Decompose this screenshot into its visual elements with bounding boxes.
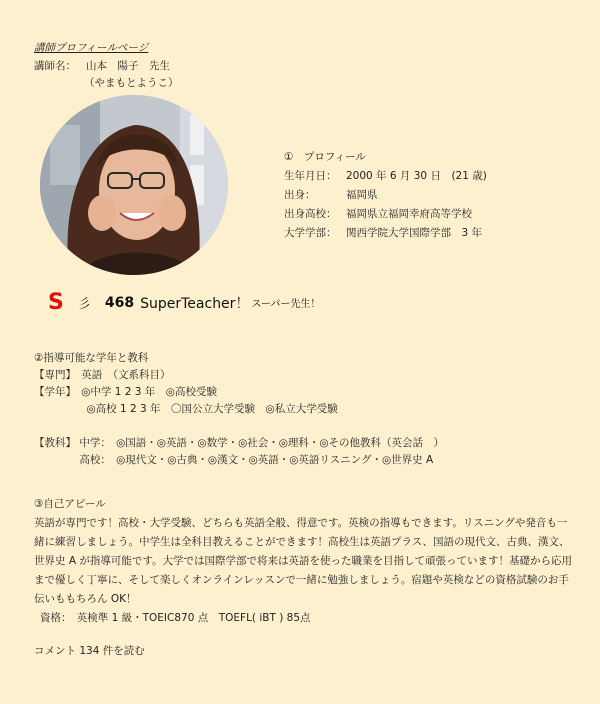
- profile-label: 生年月日：: [284, 170, 337, 182]
- profile-row-high-school: [284, 205, 487, 224]
- teacher-photo-illustration: [40, 95, 228, 275]
- specialty-line: 【専門】 英語 （文系科目）: [34, 369, 171, 381]
- profile-value: 2000 年 6 月 30 日 (21 歳): [346, 170, 487, 182]
- teacher-name: 山本 陽子 先生: [86, 60, 170, 72]
- profile-row-university: [284, 224, 487, 243]
- profile-section: [284, 148, 487, 243]
- grade-line: 【学年】 ◎中学 1 2 3 年 ◎高校受験: [34, 386, 217, 398]
- profile-label: 出身：: [284, 189, 316, 201]
- profile-value: 福岡県立福岡幸府高等学校: [346, 208, 472, 220]
- teacher-name-label: 講師名：: [34, 60, 76, 72]
- profile-label: 大学学部：: [284, 227, 337, 239]
- superteacher-badge-icon: S: [48, 290, 64, 315]
- sparkle-mark: 彡: [77, 297, 91, 312]
- self-appeal-body: 英語が専門です！高校・大学受験、どちらも英語全般、得意です。英検の指導もできます。リスニングや発音も一緒に練習しましょう。中学生は全科目教えることができます！高校生は英語プラス、国語の現代文、古典、漢文、世界史 A が指導可能です。大学では国際学部で将来は英語を使った職業を目指して頑張っています！基礎から応用まで優しく丁寧に、そして楽しくオンラインレッスンで一緒に勉強しましょう。宿題や英検などの資格試験のお手伝いももちろん OK！: [34, 517, 573, 605]
- subjects-senior-line: 高校： ◎現代文・◎古典・◎漢文・◎英語・◎英語リスニング・◎世界史 A: [34, 454, 434, 466]
- profile-label: 出身高校：: [284, 208, 337, 220]
- profile-row-hometown: [284, 186, 487, 205]
- qualifications: 資格： 英検準 1 級・TOEIC870 点 TOEFL( iBT ) 85点: [40, 612, 311, 624]
- grade-line: ◎高校 1 2 3 年 〇国公立大学受験 ◎私立大学受験: [34, 403, 338, 415]
- spacer-line: [34, 418, 444, 435]
- self-appeal-section: [34, 495, 574, 628]
- profile-row-birthdate: [284, 167, 487, 186]
- teacher-name-reading: （やまもとようこ）: [84, 77, 179, 89]
- profile-value: 関西学院大学国際学部 3 年: [346, 227, 483, 239]
- superteacher-count: 468: [104, 294, 135, 311]
- section-heading: ②指導可能な学年と教科: [34, 352, 149, 364]
- profile-heading: ① プロフィール: [284, 151, 366, 163]
- teachable-grades-section: [34, 350, 444, 469]
- superteacher-title: SuperTeacher！: [140, 295, 250, 312]
- page-title: 講師プロフィールページ: [34, 42, 149, 54]
- superteacher-subtitle: スーパー先生！: [251, 299, 321, 310]
- section-heading: ③自己アピール: [34, 498, 106, 510]
- superteacher-banner: [48, 290, 320, 315]
- comments-link[interactable]: コメント 134 件を読む: [34, 645, 145, 657]
- teacher-photo: [40, 95, 228, 275]
- subjects-junior-line: 【教科】 中学： ◎国語・◎英語・◎数学・◎社会・◎理科・◎その他教科（英会話 ）: [34, 437, 445, 449]
- profile-value: 福岡県: [346, 189, 378, 201]
